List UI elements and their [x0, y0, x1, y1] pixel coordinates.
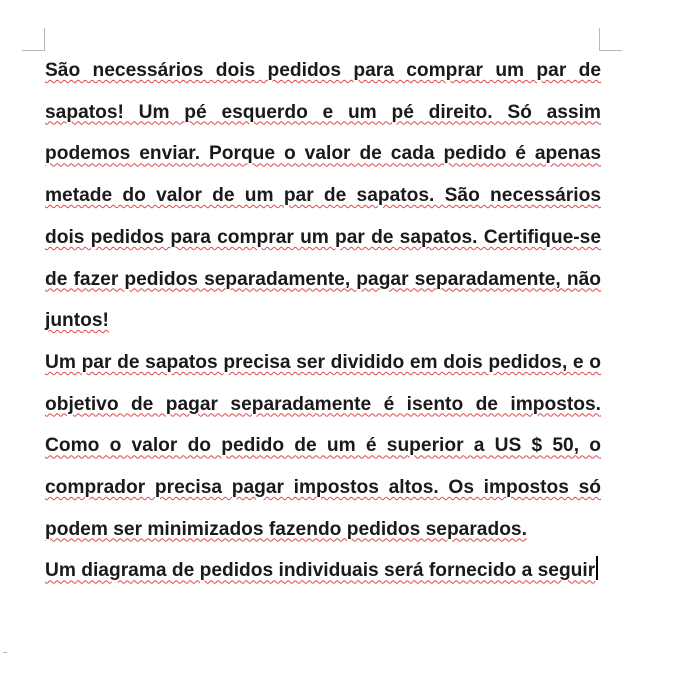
- document-body[interactable]: [45, 50, 601, 592]
- top-left-margin-marker: [22, 28, 45, 51]
- text-cursor: [596, 556, 598, 580]
- paragraph-3[interactable]: [45, 550, 601, 592]
- paragraph-2[interactable]: Um par de sapatos precisa ser dividido em dois pedidos, e o objetivo de pagar separadamente é isento de impostos. Como o valor do pedido de um é superior a US $ 50, o comprador precisa pagar impostos altos. Os impostos só podem ser minimizados fazendo pedidos separados.: [45, 351, 601, 540]
- paragraph-1[interactable]: São necessários dois pedidos para comprar um par de sapatos! Um pé esquerdo e um pé direito. Só assim podemos enviar. Porque o valor de cada pedido é apenas metade do valor de um par de sapatos. São necessários dois pedidos para comprar um par de sapatos. Certifique-se de fazer pedidos separadamente, pagar separadamente, não juntos!: [45, 60, 601, 332]
- top-right-margin-marker: [599, 28, 622, 51]
- left-margin-tick: [3, 652, 7, 653]
- paragraph-3-text[interactable]: Um diagrama de pedidos individuais será fornecido a seguir: [45, 560, 596, 582]
